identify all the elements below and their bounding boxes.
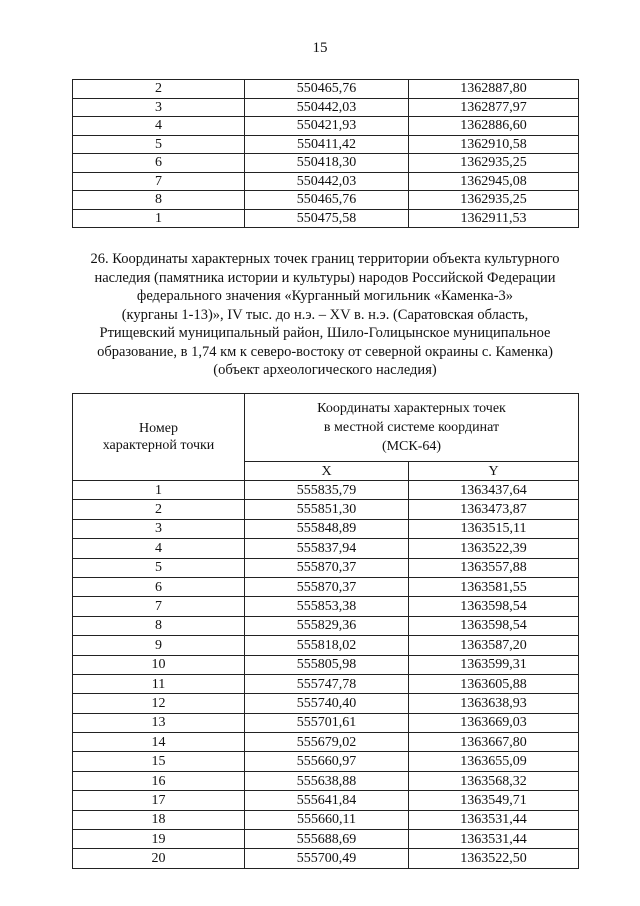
y-coordinate-cell: 1363522,50 <box>409 849 579 868</box>
y-coordinate-cell: 1363522,39 <box>409 539 579 558</box>
x-coordinate-cell: 555853,38 <box>245 597 409 616</box>
y-coordinate-cell: 1362911,53 <box>409 209 579 228</box>
table-row <box>73 636 579 655</box>
table-row <box>73 713 579 732</box>
heading-line: (объект археологического наследия) <box>213 362 437 378</box>
x-coordinate-cell: 555870,37 <box>245 577 409 596</box>
table-row <box>73 117 579 136</box>
table2-header <box>73 394 579 481</box>
y-coordinate-cell: 1363655,09 <box>409 752 579 771</box>
header-point-line: Номер <box>139 421 178 436</box>
point-number-cell: 17 <box>73 791 245 810</box>
header-point-number <box>73 394 245 481</box>
x-coordinate-cell: 555660,11 <box>245 810 409 829</box>
point-number-cell: 8 <box>73 616 245 635</box>
table-row <box>73 154 579 173</box>
point-number-cell: 9 <box>73 636 245 655</box>
x-coordinate-cell: 555641,84 <box>245 791 409 810</box>
point-number-cell: 12 <box>73 694 245 713</box>
y-coordinate-cell: 1363549,71 <box>409 791 579 810</box>
y-coordinate-cell: 1362935,25 <box>409 191 579 210</box>
point-number-cell: 5 <box>73 135 245 154</box>
heading-line: федерального значения «Курганный могильник «Каменка-3» <box>136 288 514 304</box>
table2-body <box>73 481 579 869</box>
x-coordinate-cell: 555848,89 <box>245 519 409 538</box>
y-coordinate-cell: 1363557,88 <box>409 558 579 577</box>
x-coordinate-cell: 555638,88 <box>245 771 409 790</box>
y-coordinate-cell: 1362886,60 <box>409 117 579 136</box>
y-coordinate-cell: 1362887,80 <box>409 80 579 99</box>
x-coordinate-cell: 550418,30 <box>245 154 409 173</box>
table-row <box>73 519 579 538</box>
table-row <box>73 810 579 829</box>
x-coordinate-cell: 555870,37 <box>245 558 409 577</box>
y-coordinate-cell: 1363437,64 <box>409 481 579 500</box>
table-row <box>73 80 579 99</box>
y-coordinate-cell: 1363638,93 <box>409 694 579 713</box>
y-coordinate-cell: 1363598,54 <box>409 597 579 616</box>
coordinates-table-continued <box>72 79 579 228</box>
point-number-cell: 19 <box>73 830 245 849</box>
x-coordinate-cell: 550465,76 <box>245 80 409 99</box>
point-number-cell: 20 <box>73 849 245 868</box>
coordinates-table <box>72 393 579 869</box>
table-row <box>73 830 579 849</box>
table-row <box>73 191 579 210</box>
table1-body <box>73 80 579 228</box>
y-coordinate-cell: 1362877,97 <box>409 98 579 117</box>
point-number-cell: 5 <box>73 558 245 577</box>
point-number-cell: 4 <box>73 117 245 136</box>
point-number-cell: 13 <box>73 713 245 732</box>
x-coordinate-cell: 555818,02 <box>245 636 409 655</box>
table-row <box>73 577 579 596</box>
page-number: 15 <box>312 40 328 56</box>
x-coordinate-cell: 550421,93 <box>245 117 409 136</box>
table-row <box>73 655 579 674</box>
point-number-cell: 15 <box>73 752 245 771</box>
table-row <box>73 558 579 577</box>
x-coordinate-cell: 555835,79 <box>245 481 409 500</box>
x-coordinate-cell: 555805,98 <box>245 655 409 674</box>
table-row <box>73 209 579 228</box>
x-coordinate-cell: 550475,58 <box>245 209 409 228</box>
point-number-cell: 2 <box>73 80 245 99</box>
table-row <box>73 135 579 154</box>
header-point-line: характерной точки <box>102 438 215 453</box>
y-coordinate-cell: 1362910,58 <box>409 135 579 154</box>
x-coordinate-cell: 550442,03 <box>245 172 409 191</box>
table-row <box>73 791 579 810</box>
x-coordinate-cell: 555700,49 <box>245 849 409 868</box>
heading-line: образование, в 1,74 км к северо-востоку от северной окраины с. Каменка) <box>97 343 553 360</box>
y-coordinate-cell: 1363515,11 <box>409 519 579 538</box>
y-coordinate-cell: 1363581,55 <box>409 577 579 596</box>
y-coordinate-cell: 1362945,08 <box>409 172 579 191</box>
table-row <box>73 694 579 713</box>
x-coordinate-cell: 555829,36 <box>245 616 409 635</box>
x-coordinate-cell: 555740,40 <box>245 694 409 713</box>
x-coordinate-cell: 550411,42 <box>245 135 409 154</box>
y-coordinate-cell: 1363598,54 <box>409 616 579 635</box>
x-coordinate-cell: 555747,78 <box>245 674 409 693</box>
x-coordinate-cell: 555688,69 <box>245 830 409 849</box>
table-row <box>73 597 579 616</box>
point-number-cell: 1 <box>73 209 245 228</box>
point-number-cell: 10 <box>73 655 245 674</box>
header-y: Y <box>409 462 579 481</box>
table-row <box>73 500 579 519</box>
y-coordinate-cell: 1363587,20 <box>409 636 579 655</box>
table-row <box>73 98 579 117</box>
point-number-cell: 3 <box>73 519 245 538</box>
point-number-cell: 3 <box>73 98 245 117</box>
y-coordinate-cell: 1363669,03 <box>409 713 579 732</box>
heading-line: наследия (памятника истории и культуры) народов Российской Федерации <box>94 269 556 286</box>
table-row <box>73 752 579 771</box>
header-coords-line: Координаты характерных точек <box>317 401 506 416</box>
x-coordinate-cell: 555837,94 <box>245 539 409 558</box>
header-x: X <box>245 462 409 481</box>
x-coordinate-cell: 550442,03 <box>245 98 409 117</box>
point-number-cell: 1 <box>73 481 245 500</box>
point-number-cell: 11 <box>73 674 245 693</box>
table-row <box>73 616 579 635</box>
table-row <box>73 733 579 752</box>
heading-line: Ртищевский муниципальный район, Шило-Голицынское муниципальное <box>99 325 551 341</box>
y-coordinate-cell: 1363605,88 <box>409 674 579 693</box>
y-coordinate-cell: 1362935,25 <box>409 154 579 173</box>
section-heading <box>60 250 590 380</box>
x-coordinate-cell: 555701,61 <box>245 713 409 732</box>
point-number-cell: 6 <box>73 154 245 173</box>
x-coordinate-cell: 555660,97 <box>245 752 409 771</box>
y-coordinate-cell: 1363531,44 <box>409 810 579 829</box>
table-row <box>73 771 579 790</box>
y-coordinate-cell: 1363599,31 <box>409 655 579 674</box>
x-coordinate-cell: 555679,02 <box>245 733 409 752</box>
header-coords-line: (МСК-64) <box>381 439 442 454</box>
table-row <box>73 849 579 868</box>
point-number-cell: 16 <box>73 771 245 790</box>
heading-line: 26. Координаты характерных точек границ территории объекта культурного <box>90 251 560 267</box>
table-row <box>73 539 579 558</box>
point-number-cell: 18 <box>73 810 245 829</box>
table-row <box>73 481 579 500</box>
point-number-cell: 2 <box>73 500 245 519</box>
y-coordinate-cell: 1363667,80 <box>409 733 579 752</box>
point-number-cell: 7 <box>73 172 245 191</box>
y-coordinate-cell: 1363568,32 <box>409 771 579 790</box>
point-number-cell: 8 <box>73 191 245 210</box>
point-number-cell: 7 <box>73 597 245 616</box>
y-coordinate-cell: 1363473,87 <box>409 500 579 519</box>
heading-line: (курганы 1-13)», IV тыс. до н.э. – XV в. н.э. (Саратовская область, <box>121 306 529 323</box>
point-number-cell: 4 <box>73 539 245 558</box>
x-coordinate-cell: 550465,76 <box>245 191 409 210</box>
point-number-cell: 6 <box>73 577 245 596</box>
x-coordinate-cell: 555851,30 <box>245 500 409 519</box>
table-row <box>73 172 579 191</box>
y-coordinate-cell: 1363531,44 <box>409 830 579 849</box>
table-row <box>73 674 579 693</box>
point-number-cell: 14 <box>73 733 245 752</box>
header-coordinates <box>245 394 579 462</box>
header-coords-line: в местной системе координат <box>323 420 500 435</box>
